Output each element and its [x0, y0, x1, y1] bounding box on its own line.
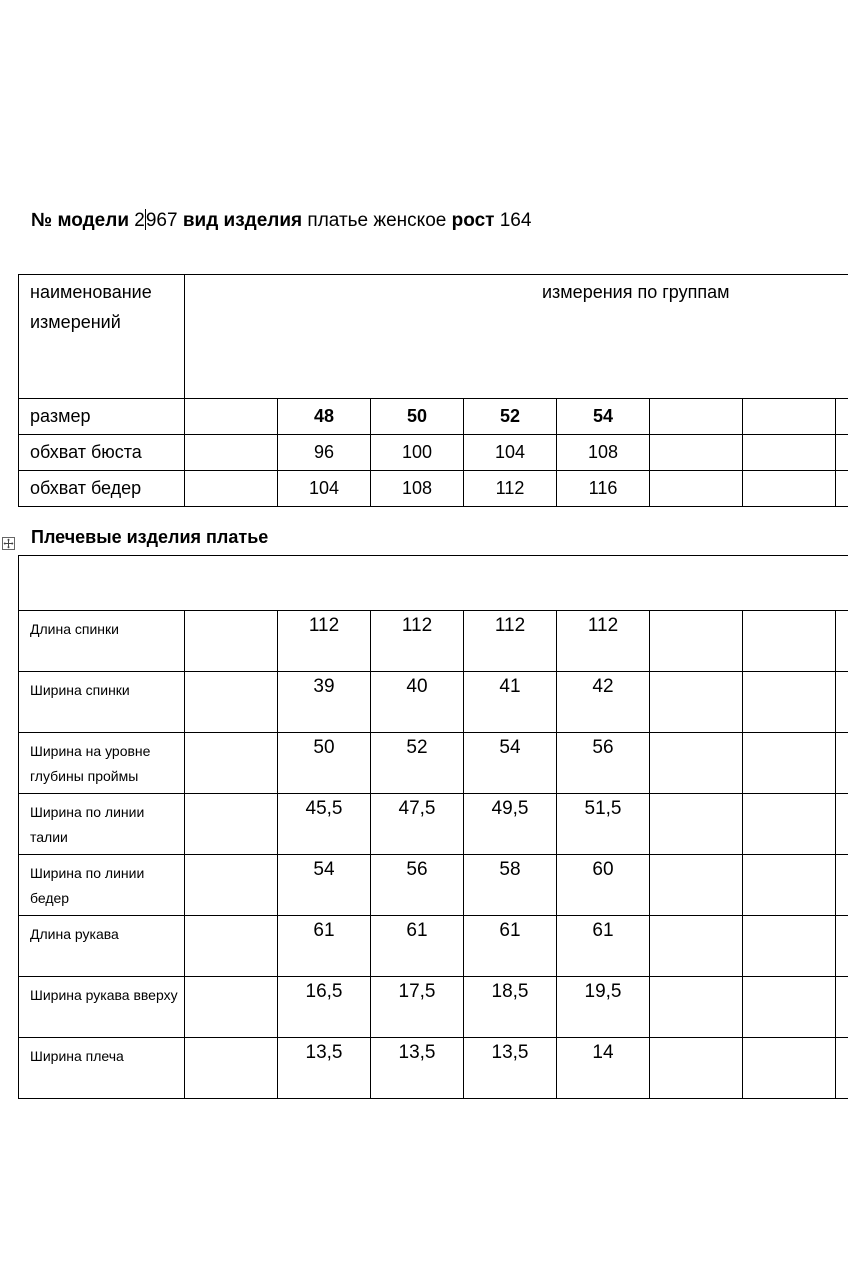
value-cell: 56 [557, 733, 650, 794]
table-row [19, 916, 848, 977]
row-label: Ширина на уровне глубины проймы [19, 733, 185, 794]
document-title [31, 207, 531, 235]
empty-cell [836, 916, 848, 977]
value-cell: 51,5 [557, 794, 650, 855]
value-cell: 112 [371, 611, 464, 672]
value-cell: 42 [557, 672, 650, 733]
value-cell: 61 [371, 916, 464, 977]
empty-cell [185, 1038, 278, 1099]
model-number-b: 967 [145, 210, 178, 231]
value-cell: 61 [278, 916, 371, 977]
item-type-label: вид изделия [182, 210, 303, 231]
detail-measurements-table [18, 555, 848, 1099]
value-cell: 19,5 [557, 977, 650, 1038]
item-type-value: платье женское [307, 210, 447, 231]
row-label: Ширина спинки [19, 672, 185, 733]
value-cell: 100 [371, 435, 464, 471]
value-cell: 112 [464, 471, 557, 507]
size-value: 52 [464, 399, 557, 435]
value-cell: 17,5 [371, 977, 464, 1038]
value-cell: 13,5 [278, 1038, 371, 1099]
empty-cell [650, 916, 743, 977]
groups-header-cell [185, 275, 848, 399]
empty-cell [185, 611, 278, 672]
row-label: Ширина по линии бедер [19, 855, 185, 916]
empty-cell [185, 672, 278, 733]
value-cell: 52 [371, 733, 464, 794]
table-row [19, 733, 848, 794]
table-row [19, 977, 848, 1038]
row-label: Ширина рукава вверху [19, 977, 185, 1038]
value-cell: 13,5 [371, 1038, 464, 1099]
empty-cell [836, 794, 848, 855]
empty-cell [743, 471, 836, 507]
value-cell: 49,5 [464, 794, 557, 855]
value-cell: 50 [278, 733, 371, 794]
model-label: № модели [31, 210, 129, 231]
value-cell: 54 [464, 733, 557, 794]
empty-cell [650, 435, 743, 471]
table-move-handle-icon[interactable] [2, 537, 15, 550]
value-cell: 54 [278, 855, 371, 916]
empty-cell [185, 399, 278, 435]
empty-cell [743, 399, 836, 435]
height-value: 164 [499, 210, 532, 231]
value-cell: 47,5 [371, 794, 464, 855]
empty-cell [185, 977, 278, 1038]
size-value: 50 [371, 399, 464, 435]
value-cell: 61 [464, 916, 557, 977]
value-cell: 58 [464, 855, 557, 916]
empty-cell [743, 611, 836, 672]
value-cell: 112 [464, 611, 557, 672]
empty-cell [650, 611, 743, 672]
row-label: обхват бюста [19, 435, 185, 471]
table-row [19, 672, 848, 733]
empty-cell [836, 611, 848, 672]
empty-cell [836, 1038, 848, 1099]
row-label: Длина спинки [19, 611, 185, 672]
empty-cell [650, 1038, 743, 1099]
table-row [19, 435, 848, 471]
empty-cell [650, 977, 743, 1038]
value-cell: 104 [464, 435, 557, 471]
table-row [19, 794, 848, 855]
value-cell: 16,5 [278, 977, 371, 1038]
row-label: Длина рукава [19, 916, 185, 977]
name-header-cell [19, 275, 185, 399]
value-cell: 104 [278, 471, 371, 507]
empty-cell [185, 471, 278, 507]
empty-cell [743, 733, 836, 794]
value-cell: 108 [557, 435, 650, 471]
table-row [19, 399, 848, 435]
empty-cell [836, 471, 848, 507]
empty-cell [743, 794, 836, 855]
size-value: 54 [557, 399, 650, 435]
empty-cell [650, 733, 743, 794]
row-label: обхват бедер [19, 471, 185, 507]
row-label: Ширина плеча [19, 1038, 185, 1099]
empty-cell [743, 1038, 836, 1099]
value-cell: 112 [557, 611, 650, 672]
value-cell: 40 [371, 672, 464, 733]
empty-cell [650, 794, 743, 855]
value-cell: 13,5 [464, 1038, 557, 1099]
empty-cell [743, 916, 836, 977]
empty-cell [185, 435, 278, 471]
empty-cell [19, 556, 848, 611]
empty-cell [836, 977, 848, 1038]
height-label: рост [451, 210, 495, 231]
model-number-a: 2 [134, 210, 145, 231]
table-row [19, 471, 848, 507]
row-label: размер [19, 399, 185, 435]
empty-cell [185, 733, 278, 794]
empty-cell [743, 977, 836, 1038]
empty-cell [836, 435, 848, 471]
empty-cell [836, 855, 848, 916]
empty-cell [836, 672, 848, 733]
empty-cell [650, 471, 743, 507]
value-cell: 18,5 [464, 977, 557, 1038]
empty-cell [650, 672, 743, 733]
empty-cell [650, 399, 743, 435]
empty-cell [185, 916, 278, 977]
empty-cell [836, 733, 848, 794]
name-header: наименование измерений [30, 282, 152, 332]
value-cell: 41 [464, 672, 557, 733]
value-cell: 112 [278, 611, 371, 672]
value-cell: 14 [557, 1038, 650, 1099]
value-cell: 45,5 [278, 794, 371, 855]
value-cell: 56 [371, 855, 464, 916]
group-measurements-table [18, 274, 848, 507]
empty-cell [743, 672, 836, 733]
table-blank-row [19, 556, 848, 611]
empty-cell [743, 855, 836, 916]
empty-cell [743, 435, 836, 471]
section-title: Плечевые изделия платье [31, 527, 269, 547]
empty-cell [185, 794, 278, 855]
empty-cell [836, 399, 848, 435]
table-row [19, 611, 848, 672]
empty-cell [650, 855, 743, 916]
table-row [19, 855, 848, 916]
value-cell: 60 [557, 855, 650, 916]
row-label: Ширина по линии талии [19, 794, 185, 855]
size-value: 48 [278, 399, 371, 435]
value-cell: 108 [371, 471, 464, 507]
groups-header: измерения по группам [542, 282, 730, 302]
value-cell: 39 [278, 672, 371, 733]
value-cell: 96 [278, 435, 371, 471]
value-cell: 61 [557, 916, 650, 977]
value-cell: 116 [557, 471, 650, 507]
table-header-row [19, 275, 848, 399]
empty-cell [185, 855, 278, 916]
table-row [19, 1038, 848, 1099]
